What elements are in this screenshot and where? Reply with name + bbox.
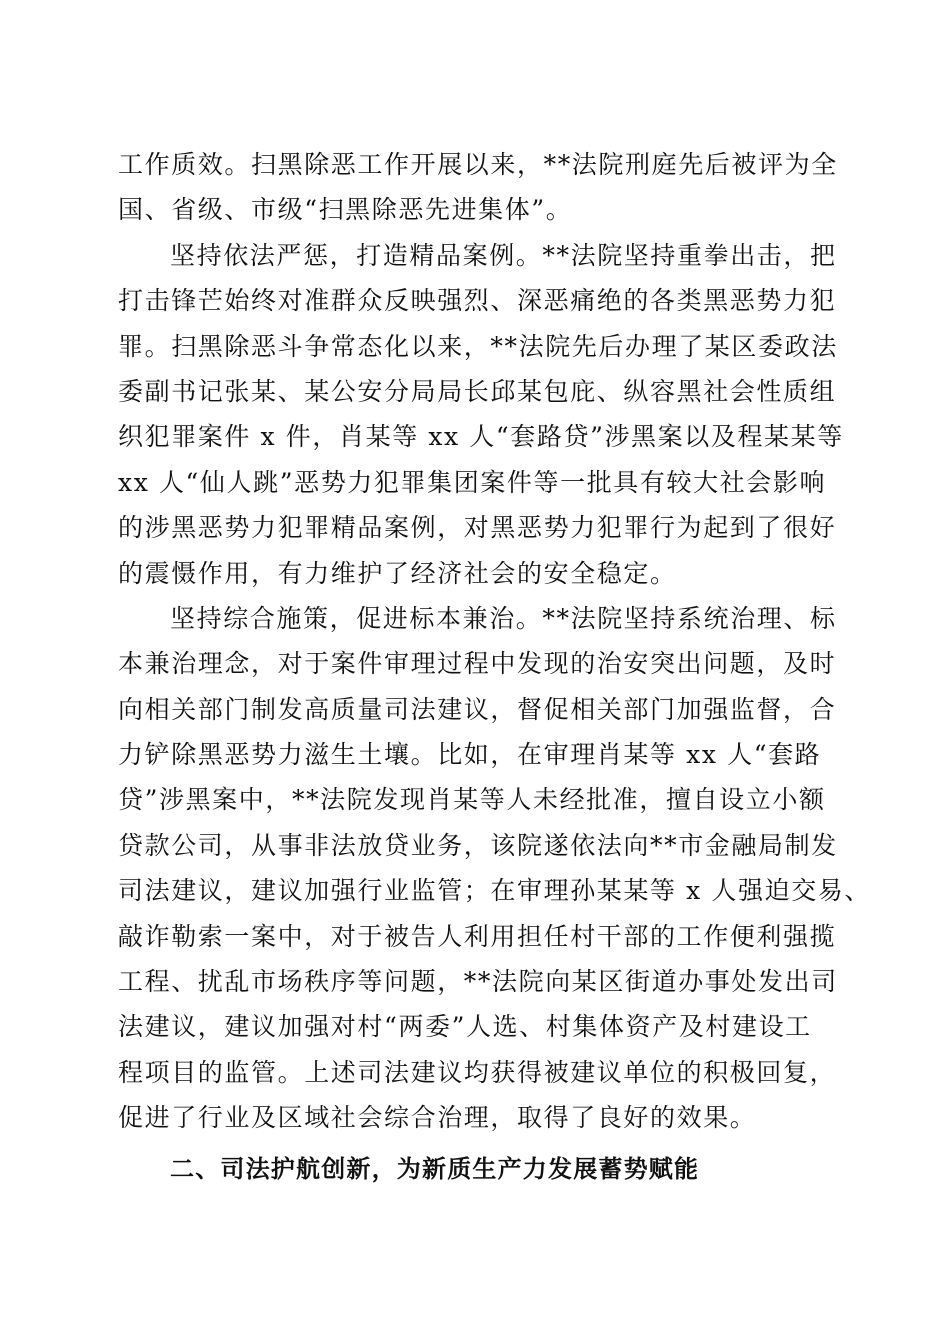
- paragraph-line: 贷”涉黑案中，**法院发现肖某等人未经批准，擅自设立小额: [118, 785, 826, 815]
- paragraph-line: 本兼治理念，对于案件审理过程中发现的治安突出问题，及时: [118, 649, 837, 679]
- paragraph-line: 的震慑作用，有力维护了经济社会的安全稳定。: [118, 558, 677, 588]
- paragraph-line: 工程、扰乱市场秩序等问题，**法院向某区街道办事处发出司: [118, 967, 838, 997]
- paragraph-line: 打击锋芒始终对准群众反映强烈、深恶痛绝的各类黑恶势力犯: [118, 286, 837, 316]
- paragraph-line: 坚持依法严惩，打造精品案例。**法院坚持重拳出击，把: [170, 240, 837, 270]
- paragraph-line: 司法建议，建议加强行业监管；在审理孙某某等 x 人强迫交易、: [118, 876, 871, 906]
- paragraph-line: 织犯罪案件 x 件，肖某等 xx 人“套路贷”涉黑案以及程某某等: [118, 422, 844, 452]
- paragraph-line: 工作质效。扫黑除恶工作开展以来，**法院刑庭先后被评为全: [118, 150, 838, 179]
- paragraph-line: 国、省级、市级“扫黑除恶先进集体”。: [118, 195, 573, 225]
- paragraph-line: 力铲除黑恶势力滋生土壤。比如，在审理肖某等 xx 人“套路: [118, 740, 822, 770]
- paragraph-line: 贷款公司，从事非法放贷业务，该院遂依法向**市金融局制发: [118, 830, 838, 860]
- paragraph-line: 程项目的监管。上述司法建议均获得被建议单位的积极回复，: [118, 1057, 837, 1087]
- paragraph-line: 的涉黑恶势力犯罪精品案例，对黑恶势力犯罪行为起到了很好: [118, 513, 837, 543]
- paragraph-line: 敲诈勒索一案中，对于被告人利用担任村干部的工作便利强揽: [118, 921, 837, 951]
- section-heading: 二、司法护航创新，为新质生产力发展蓄势赋能: [170, 1154, 700, 1183]
- paragraph-line: 促进了行业及区域社会综合治理，取得了良好的效果。: [118, 1103, 757, 1133]
- paragraph-line: 法建议，建议加强对村“两委”人选、村集体资产及村建设工: [118, 1012, 812, 1042]
- paragraph-line: 向相关部门制发高质量司法建议，督促相关部门加强监督，合: [118, 694, 837, 724]
- paragraph-line: xx 人“仙人跳”恶势力犯罪集团案件等一批具有较大社会影响: [118, 467, 827, 497]
- document-body: [118, 142, 871, 1192]
- paragraph-line: 坚持综合施策，促进标本兼治。**法院坚持系统治理、标: [170, 603, 837, 633]
- paragraph-line: 罪。扫黑除恶斗争常态化以来，**法院先后办理了某区委政法: [118, 331, 838, 361]
- paragraph-line: 委副书记张某、某公安分局局长邱某包庇、纵容黑社会性质组: [118, 376, 837, 406]
